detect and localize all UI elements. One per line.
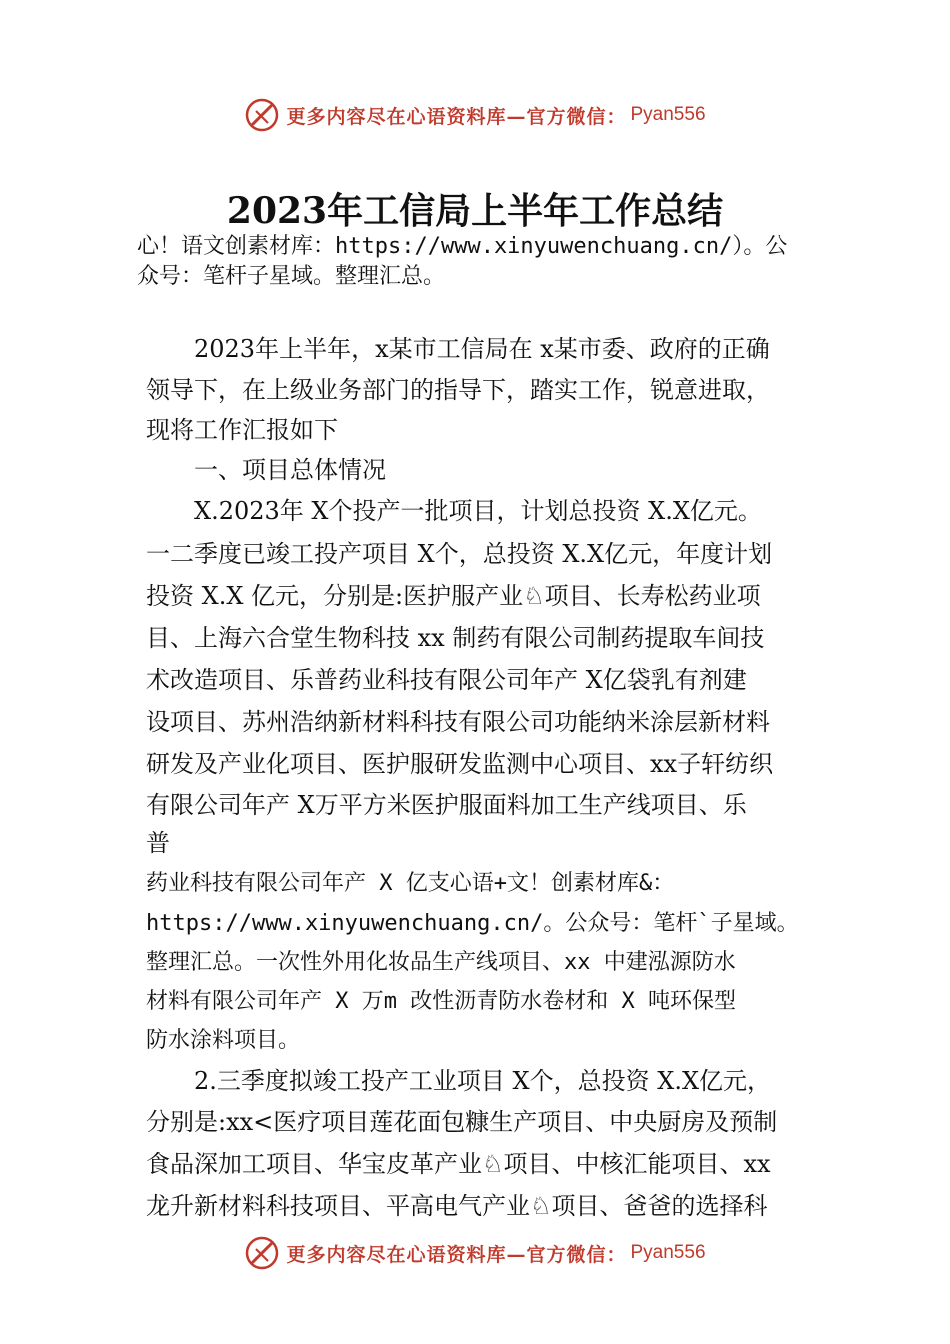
body-line: https://www.xinyuwenchuang.cn/。公众号：笔杆`子星域。 bbox=[146, 911, 799, 936]
body-line: 2.三季度拟竣工投产工业项目 X个，总投资 X.X亿元， bbox=[194, 1067, 772, 1095]
body-line: 材料有限公司年产 X 万m 改性沥青防水卷材和 X 吨环保型 bbox=[146, 989, 736, 1014]
header-watermark-banner bbox=[0, 95, 950, 135]
banner-wechat-id: Pyan556 bbox=[630, 104, 706, 125]
body-line: 防水涂料项目。 bbox=[146, 1028, 301, 1053]
banner-text: 更多内容尽在心语资料库—官方微信： bbox=[286, 105, 627, 128]
body-line: 一二季度已竣工投产项目 X个，总投资 X.X亿元，年度计划 bbox=[146, 540, 773, 568]
section-heading: 一、项目总体情况 bbox=[194, 456, 386, 484]
body-line: 投资 X.X 亿元，分别是:医护服产业♘项目、长寿松药业项 bbox=[146, 582, 761, 610]
pen-logo-icon bbox=[244, 1235, 280, 1271]
body-line: 众号：笔杆子星域。整理汇总。 bbox=[137, 264, 446, 289]
body-line: 整理汇总。一次性外用化妆品生产线项目、xx 中建泓源防水 bbox=[146, 950, 736, 975]
body-line: 研发及产业化项目、医护服研发监测中心项目、xx子轩纺织 bbox=[146, 750, 774, 778]
body-line: 术改造项目、乐普药业科技有限公司年产 X亿袋乳有剂建 bbox=[146, 666, 747, 694]
body-line: 分别是:xx<医疗项目莲花面包糠生产项目、中央厨房及预制 bbox=[146, 1108, 778, 1136]
banner-wechat-id: Pyan556 bbox=[630, 1242, 706, 1263]
body-line: 龙升新材料科技项目、平高电气产业♘项目、爸爸的选择科 bbox=[146, 1192, 768, 1220]
body-line: 有限公司年产 X万平方米医护服面料加工生产线项目、乐 bbox=[146, 791, 747, 819]
banner-text: 更多内容尽在心语资料库—官方微信： bbox=[286, 1243, 627, 1266]
body-line: 心！语文创素材库：https://www.xinyuwenchuang.cn/）。公 bbox=[137, 234, 788, 259]
pen-logo-icon bbox=[244, 97, 280, 133]
body-line: 现将工作汇报如下 bbox=[146, 416, 338, 444]
body-line: 药业科技有限公司年产 X 亿支心语+文！创素材库&： bbox=[146, 871, 675, 896]
document-title: 2023年工信局上半年工作总结 bbox=[226, 190, 724, 232]
body-line: 普 bbox=[146, 829, 170, 857]
body-line: 设项目、苏州浩纳新材料科技有限公司功能纳米涂层新材料 bbox=[146, 708, 770, 736]
footer-watermark-banner bbox=[0, 1233, 950, 1273]
body-line: 目、上海六合堂生物科技 xx 制药有限公司制药提取车间技 bbox=[146, 624, 765, 652]
body-line: 食品深加工项目、华宝皮革产业♘项目、中核汇能项目、xx bbox=[146, 1150, 771, 1178]
body-line: 2023年上半年，x某市工信局在 x某市委、政府的正确 bbox=[194, 335, 770, 363]
body-line: 领导下，在上级业务部门的指导下，踏实工作，锐意进取， bbox=[146, 376, 770, 404]
body-line: X.2023年 X个投产一批项目，计划总投资 X.X亿元。 bbox=[194, 497, 762, 525]
